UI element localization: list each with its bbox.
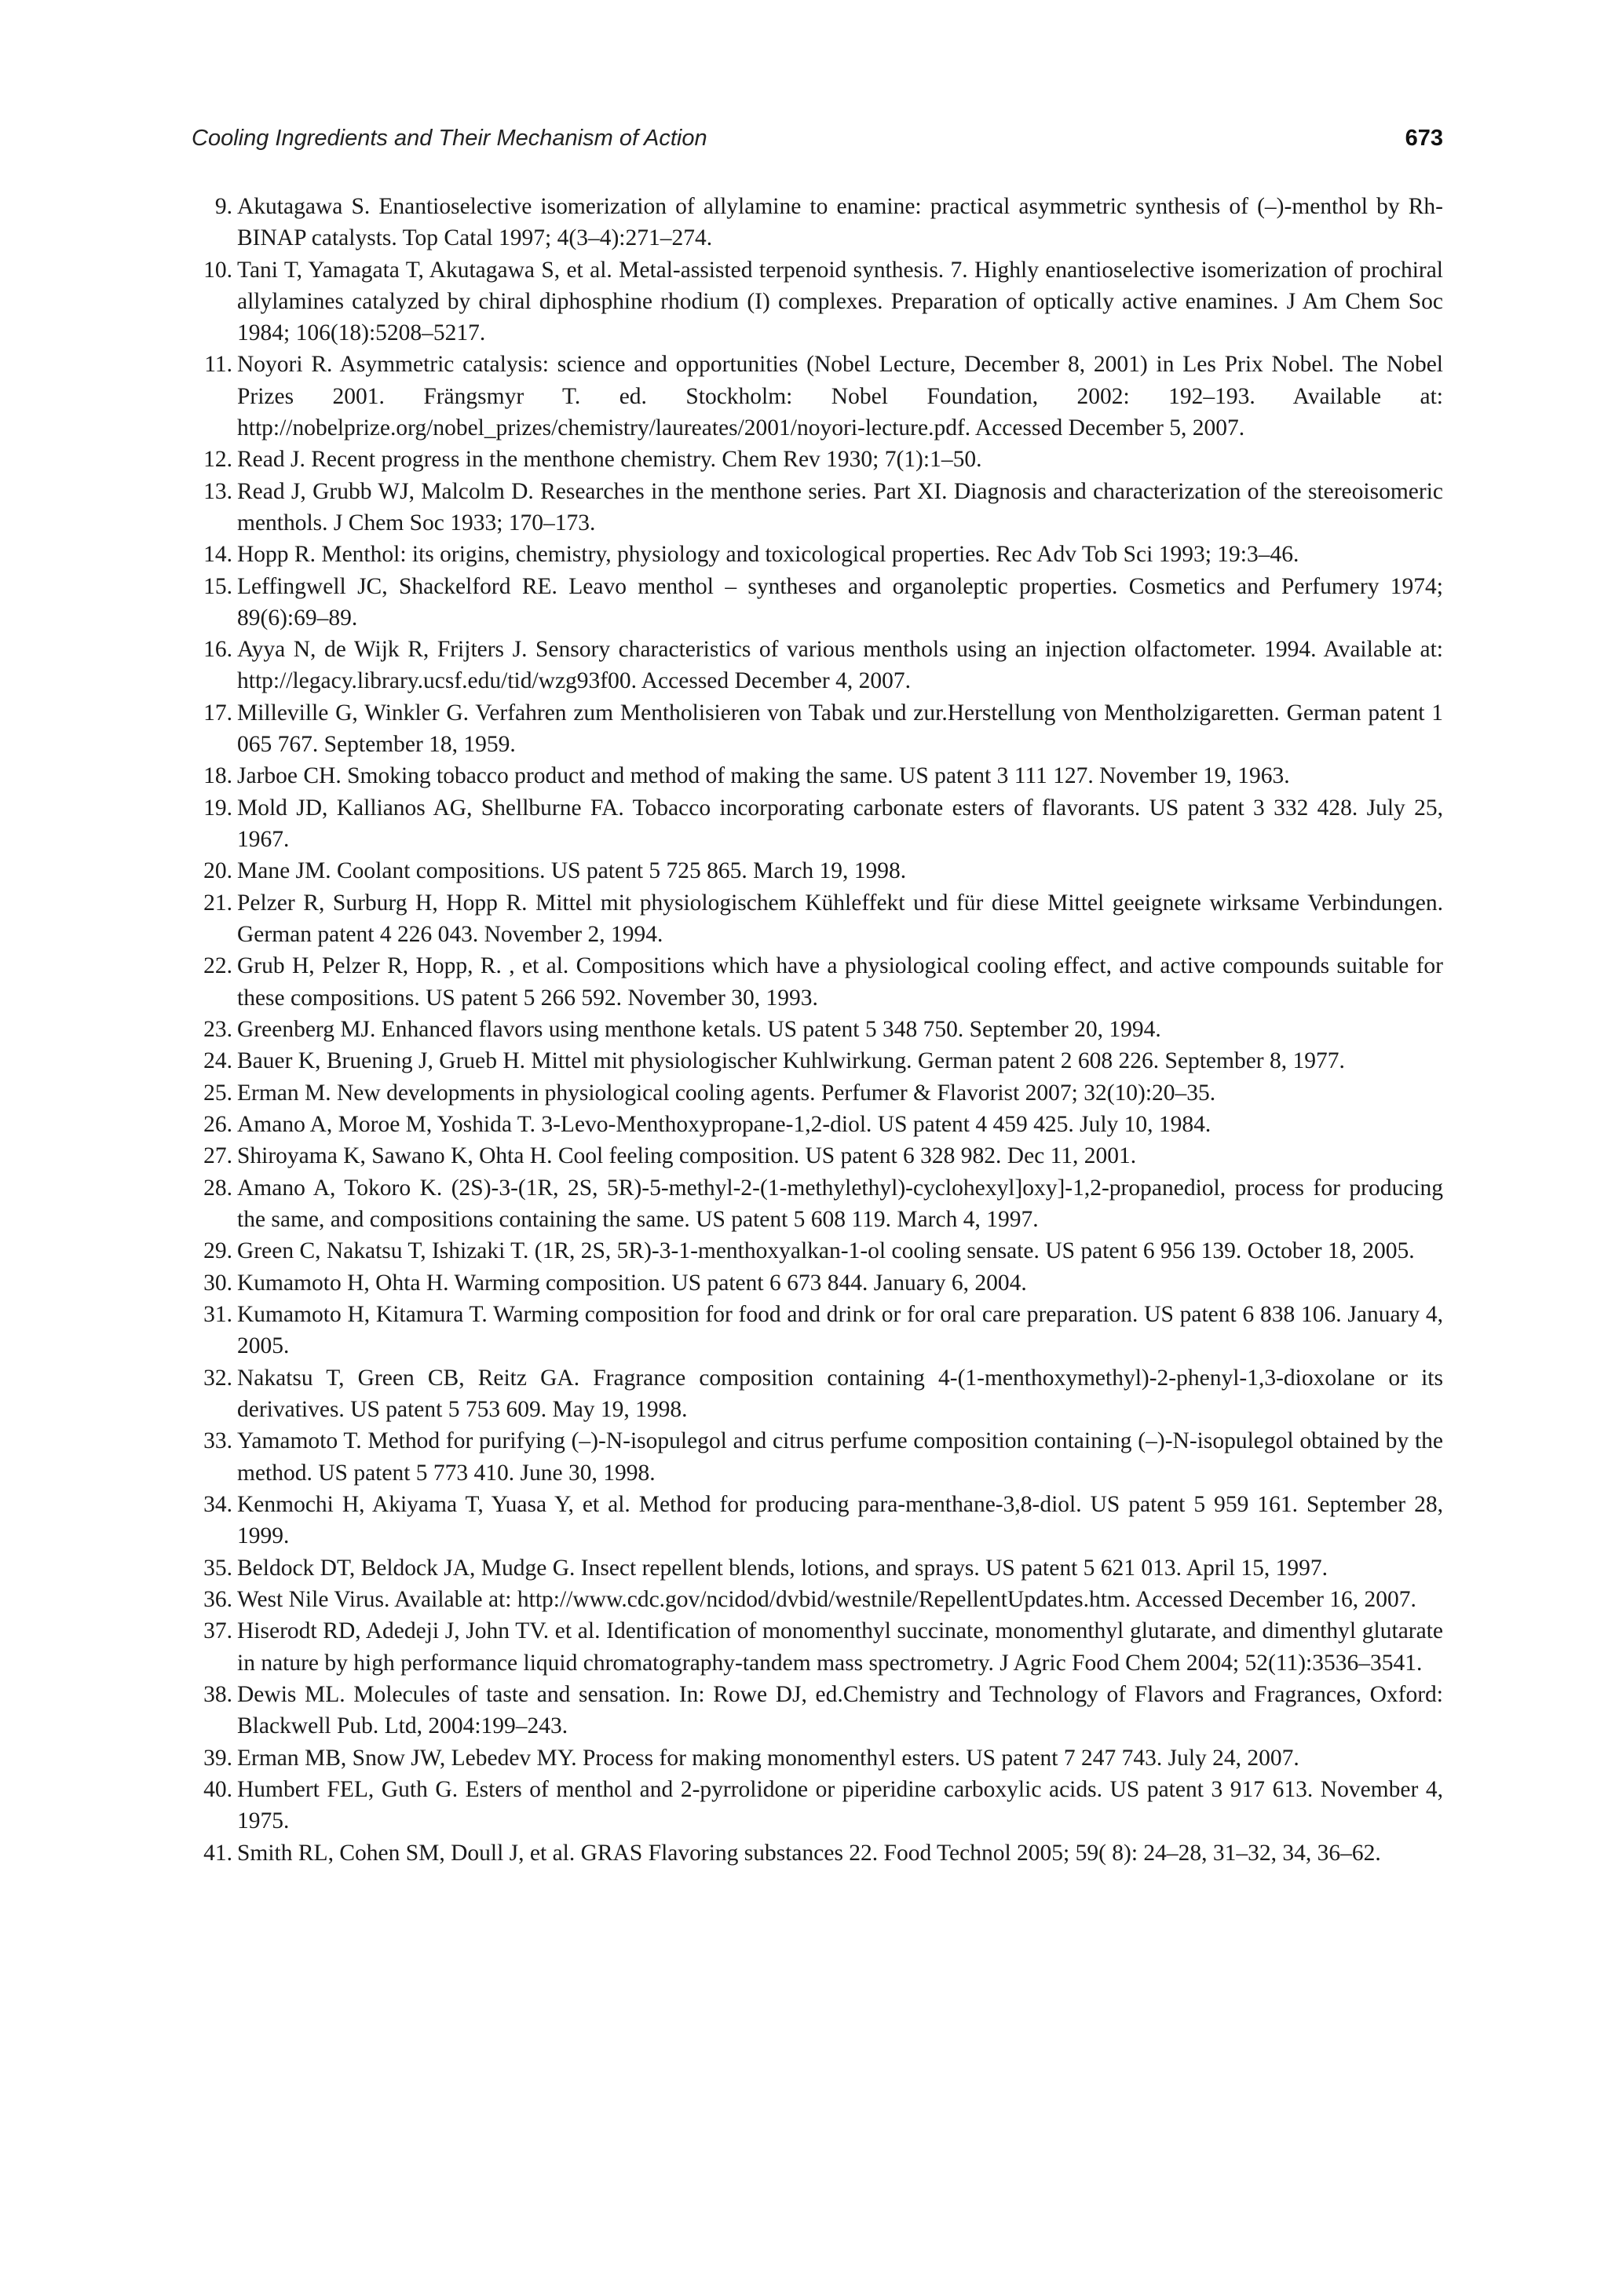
reference-number: 35. — [203, 1555, 232, 1581]
reference-number: 11. — [204, 352, 232, 378]
reference-text: Humbert FEL, Guth G. Esters of menthol and 2-pyrrolidone or piperidine carboxylic acids. US patent 3 917 613. November 4, 1975. — [237, 1776, 1443, 1834]
reference-item — [192, 1679, 1443, 1742]
reference-number: 30. — [203, 1270, 232, 1296]
reference-item — [192, 855, 1443, 887]
reference-text: Jarboe CH. Smoking tobacco product and method of making the same. US patent 3 111 127. November 19, 1963. — [237, 763, 1290, 789]
reference-number: 21. — [203, 890, 232, 916]
reference-item — [192, 1615, 1443, 1678]
reference-item — [192, 349, 1443, 444]
reference-number: 13. — [203, 478, 232, 504]
reference-text: Erman MB, Snow JW, Lebedev MY. Process for making monomenthyl esters. US patent 7 247 743. July 24, 2007. — [237, 1745, 1299, 1771]
reference-number: 41. — [203, 1840, 232, 1866]
reference-item — [192, 1109, 1443, 1140]
reference-text: Hiserodt RD, Adedeji J, John TV. et al. Identification of monomenthyl succinate, monomenthyl glutarate, and dimenthyl glutarate in nature by high performance liquid chromatography-tandem mass spectrometry. J Agric Food Chem 2004; 52(11):3536–3541. — [237, 1618, 1443, 1676]
reference-item — [192, 1014, 1443, 1045]
reference-text: Bauer K, Bruening J, Grueb H. Mittel mit physiologischer Kuhlwirkung. German patent 2 608 226. September 8, 1977. — [237, 1048, 1345, 1074]
reference-text: Hopp R. Menthol: its origins, chemistry, physiology and toxicological properties. Rec Adv Tob Sci 1993; 19:3–46. — [237, 542, 1299, 568]
reference-item — [192, 1235, 1443, 1267]
reference-text: Mane JM. Coolant compositions. US patent 5 725 865. March 19, 1998. — [237, 858, 907, 884]
reference-text: Milleville G, Winkler G. Verfahren zum Mentholisieren von Tabak und zur.Herstellung von Mentholzigaretten. German patent 1 065 767. September 18, 1959. — [237, 700, 1443, 757]
reference-item — [192, 444, 1443, 475]
reference-item — [192, 1742, 1443, 1774]
reference-item — [192, 1489, 1443, 1552]
reference-number: 40. — [203, 1776, 232, 1802]
reference-number: 12. — [203, 447, 232, 473]
reference-number: 33. — [203, 1428, 232, 1454]
reference-text: Pelzer R, Surburg H, Hopp R. Mittel mit physiologischem Kühleffekt und für diese Mittel geeignete wirksame Verbindungen. German patent 4 226 043. November 2, 1994. — [237, 890, 1443, 947]
running-title: Cooling Ingredients and Their Mechanism of Action — [192, 126, 707, 151]
reference-item — [192, 1425, 1443, 1488]
reference-text: Ayya N, de Wijk R, Frijters J. Sensory characteristics of various menthols using an injection olfactometer. 1994. Available at: http://legacy.library.ucsf.edu/tid/wzg93f00. Accessed December 4, 2007. — [237, 637, 1443, 694]
reference-number: 20. — [203, 858, 232, 884]
reference-item — [192, 760, 1443, 792]
reference-text: Kumamoto H, Ohta H. Warming composition. US patent 6 673 844. January 6, 2004. — [237, 1270, 1027, 1296]
reference-number: 14. — [203, 542, 232, 568]
reference-number: 31. — [203, 1302, 232, 1328]
reference-text: Green C, Nakatsu T, Ishizaki T. (1R, 2S, 5R)-3-1-menthoxyalkan-1-ol cooling sensate. US patent 6 956 139. October 18, 2005. — [237, 1238, 1415, 1264]
reference-text: Amano A, Moroe M, Yoshida T. 3-Levo-Menthoxypropane-1,2-diol. US patent 4 459 425. July 10, 1984. — [237, 1112, 1211, 1138]
reference-number: 17. — [203, 700, 232, 726]
reference-text: Yamamoto T. Method for purifying (–)-N-isopulegol and citrus perfume composition containing (–)-N-isopulegol obtained by the method. US patent 5 773 410. June 30, 1998. — [237, 1428, 1443, 1486]
reference-text: Kenmochi H, Akiyama T, Yuasa Y, et al. Method for producing para-menthane-3,8-diol. US patent 5 959 161. September 28, 1999. — [237, 1492, 1443, 1549]
reference-item — [192, 571, 1443, 634]
reference-text: Read J, Grubb WJ, Malcolm D. Researches in the menthone series. Part XI. Diagnosis and characterization of the stereoisomeric menthols. J Chem Soc 1933; 170–173. — [237, 478, 1443, 536]
reference-number: 10. — [203, 257, 232, 283]
reference-number: 37. — [203, 1618, 232, 1644]
reference-item — [192, 1140, 1443, 1172]
reference-text: Dewis ML. Molecules of taste and sensation. In: Rowe DJ, ed.Chemistry and Technology of Flavors and Fragrances, Oxford: Blackwell Pub. Ltd, 2004:199–243. — [237, 1681, 1443, 1739]
reference-item — [192, 1774, 1443, 1837]
reference-number: 24. — [203, 1048, 232, 1074]
reference-text: Kumamoto H, Kitamura T. Warming composition for food and drink or for oral care preparation. US patent 6 838 106. January 4, 2005. — [237, 1302, 1443, 1359]
reference-text: Greenberg MJ. Enhanced flavors using menthone ketals. US patent 5 348 750. September 20, 1994. — [237, 1016, 1161, 1042]
reference-number: 18. — [203, 763, 232, 789]
reference-item — [192, 254, 1443, 349]
reference-number: 16. — [203, 637, 232, 663]
reference-number: 28. — [203, 1175, 232, 1201]
reference-item — [192, 1077, 1443, 1109]
reference-text: Amano A, Tokoro K. (2S)-3-(1R, 2S, 5R)-5-methyl-2-(1-methylethyl)-cyclohexyl]oxy]-1,2-propanediol, process for producing the same, and compositions containing the same. US patent 5 608 119. March 4, 1997. — [237, 1175, 1443, 1233]
running-header — [192, 126, 1443, 165]
reference-item — [192, 697, 1443, 760]
reference-item — [192, 1267, 1443, 1299]
reference-number: 15. — [203, 573, 232, 599]
reference-item — [192, 1299, 1443, 1362]
reference-number: 32. — [203, 1365, 232, 1391]
reference-text: Smith RL, Cohen SM, Doull J, et al. GRAS Flavoring substances 22. Food Technol 2005; 59( 8): 24–28, 31–32, 34, 36–62. — [237, 1840, 1381, 1866]
reference-text: Beldock DT, Beldock JA, Mudge G. Insect repellent blends, lotions, and sprays. US patent 5 621 013. April 15, 1997. — [237, 1555, 1328, 1581]
reference-item — [192, 1837, 1443, 1869]
reference-number: 25. — [203, 1080, 232, 1106]
reference-number: 36. — [203, 1587, 232, 1612]
reference-number: 19. — [203, 795, 232, 821]
reference-list — [192, 191, 1443, 1869]
reference-text: Mold JD, Kallianos AG, Shellburne FA. Tobacco incorporating carbonate esters of flavorants. US patent 3 332 428. July 25, 1967. — [237, 795, 1443, 852]
reference-number: 26. — [203, 1112, 232, 1138]
reference-text: Erman M. New developments in physiological cooling agents. Perfumer & Flavorist 2007; 32(10):20–35. — [237, 1080, 1216, 1106]
reference-text: Grub H, Pelzer R, Hopp, R. , et al. Compositions which have a physiological cooling effect, and active compounds suitable for these compositions. US patent 5 266 592. November 30, 1993. — [237, 953, 1443, 1011]
reference-item — [192, 539, 1443, 570]
reference-number: 34. — [203, 1492, 232, 1518]
reference-number: 29. — [203, 1238, 232, 1264]
reference-text: Noyori R. Asymmetric catalysis: science and opportunities (Nobel Lecture, December 8, 2001) in Les Prix Nobel. The Nobel Prizes 2001. Frängsmyr T. ed. Stockholm: Nobel Foundation, 2002: 192–193. Available at: http://nobelprize.org/nobel_prizes/chemistry/laureates/2001/noyori-lecture.pdf. Accessed December 5, 2007. — [237, 352, 1443, 441]
reference-text: Shiroyama K, Sawano K, Ohta H. Cool feeling composition. US patent 6 328 982. Dec 11, 2001. — [237, 1143, 1137, 1169]
reference-number: 38. — [203, 1681, 232, 1707]
reference-item — [192, 1552, 1443, 1584]
reference-text: Nakatsu T, Green CB, Reitz GA. Fragrance composition containing 4-(1-menthoxymethyl)-2-phenyl-1,3-dioxolane or its derivatives. US patent 5 753 609. May 19, 1998. — [237, 1365, 1443, 1423]
reference-item — [192, 1172, 1443, 1235]
reference-number: 39. — [203, 1745, 232, 1771]
reference-item — [192, 1362, 1443, 1425]
reference-item — [192, 476, 1443, 539]
reference-text: Read J. Recent progress in the menthone chemistry. Chem Rev 1930; 7(1):1–50. — [237, 447, 982, 473]
reference-item — [192, 792, 1443, 855]
reference-item — [192, 887, 1443, 950]
reference-number: 9. — [214, 194, 232, 219]
reference-number: 27. — [203, 1143, 232, 1169]
reference-number: 22. — [203, 953, 232, 979]
reference-number: 23. — [203, 1016, 232, 1042]
reference-item — [192, 1584, 1443, 1615]
reference-text: Tani T, Yamagata T, Akutagawa S, et al. Metal-assisted terpenoid synthesis. 7. Highly enantioselective isomerization of prochiral allylamines catalyzed by chiral diphosphine rhodium (I) complexes. Preparation of optically active enamines. J Am Chem Soc 1984; 106(18):5208–5217. — [237, 257, 1443, 345]
reference-text: Akutagawa S. Enantioselective isomerization of allylamine to enamine: practical asymmetric synthesis of (–)-menthol by Rh-BINAP catalysts. Top Catal 1997; 4(3–4):271–274. — [237, 194, 1443, 251]
reference-item — [192, 1045, 1443, 1077]
reference-item — [192, 950, 1443, 1013]
reference-text: Leffingwell JC, Shackelford RE. Leavo menthol – syntheses and organoleptic properties. Cosmetics and Perfumery 1974; 89(6):69–89. — [237, 573, 1443, 631]
reference-item — [192, 634, 1443, 696]
reference-item — [192, 191, 1443, 254]
page-number: 673 — [1405, 126, 1443, 151]
reference-text: West Nile Virus. Available at: http://www.cdc.gov/ncidod/dvbid/westnile/RepellentUpdates.htm. Accessed December 16, 2007. — [237, 1587, 1416, 1612]
